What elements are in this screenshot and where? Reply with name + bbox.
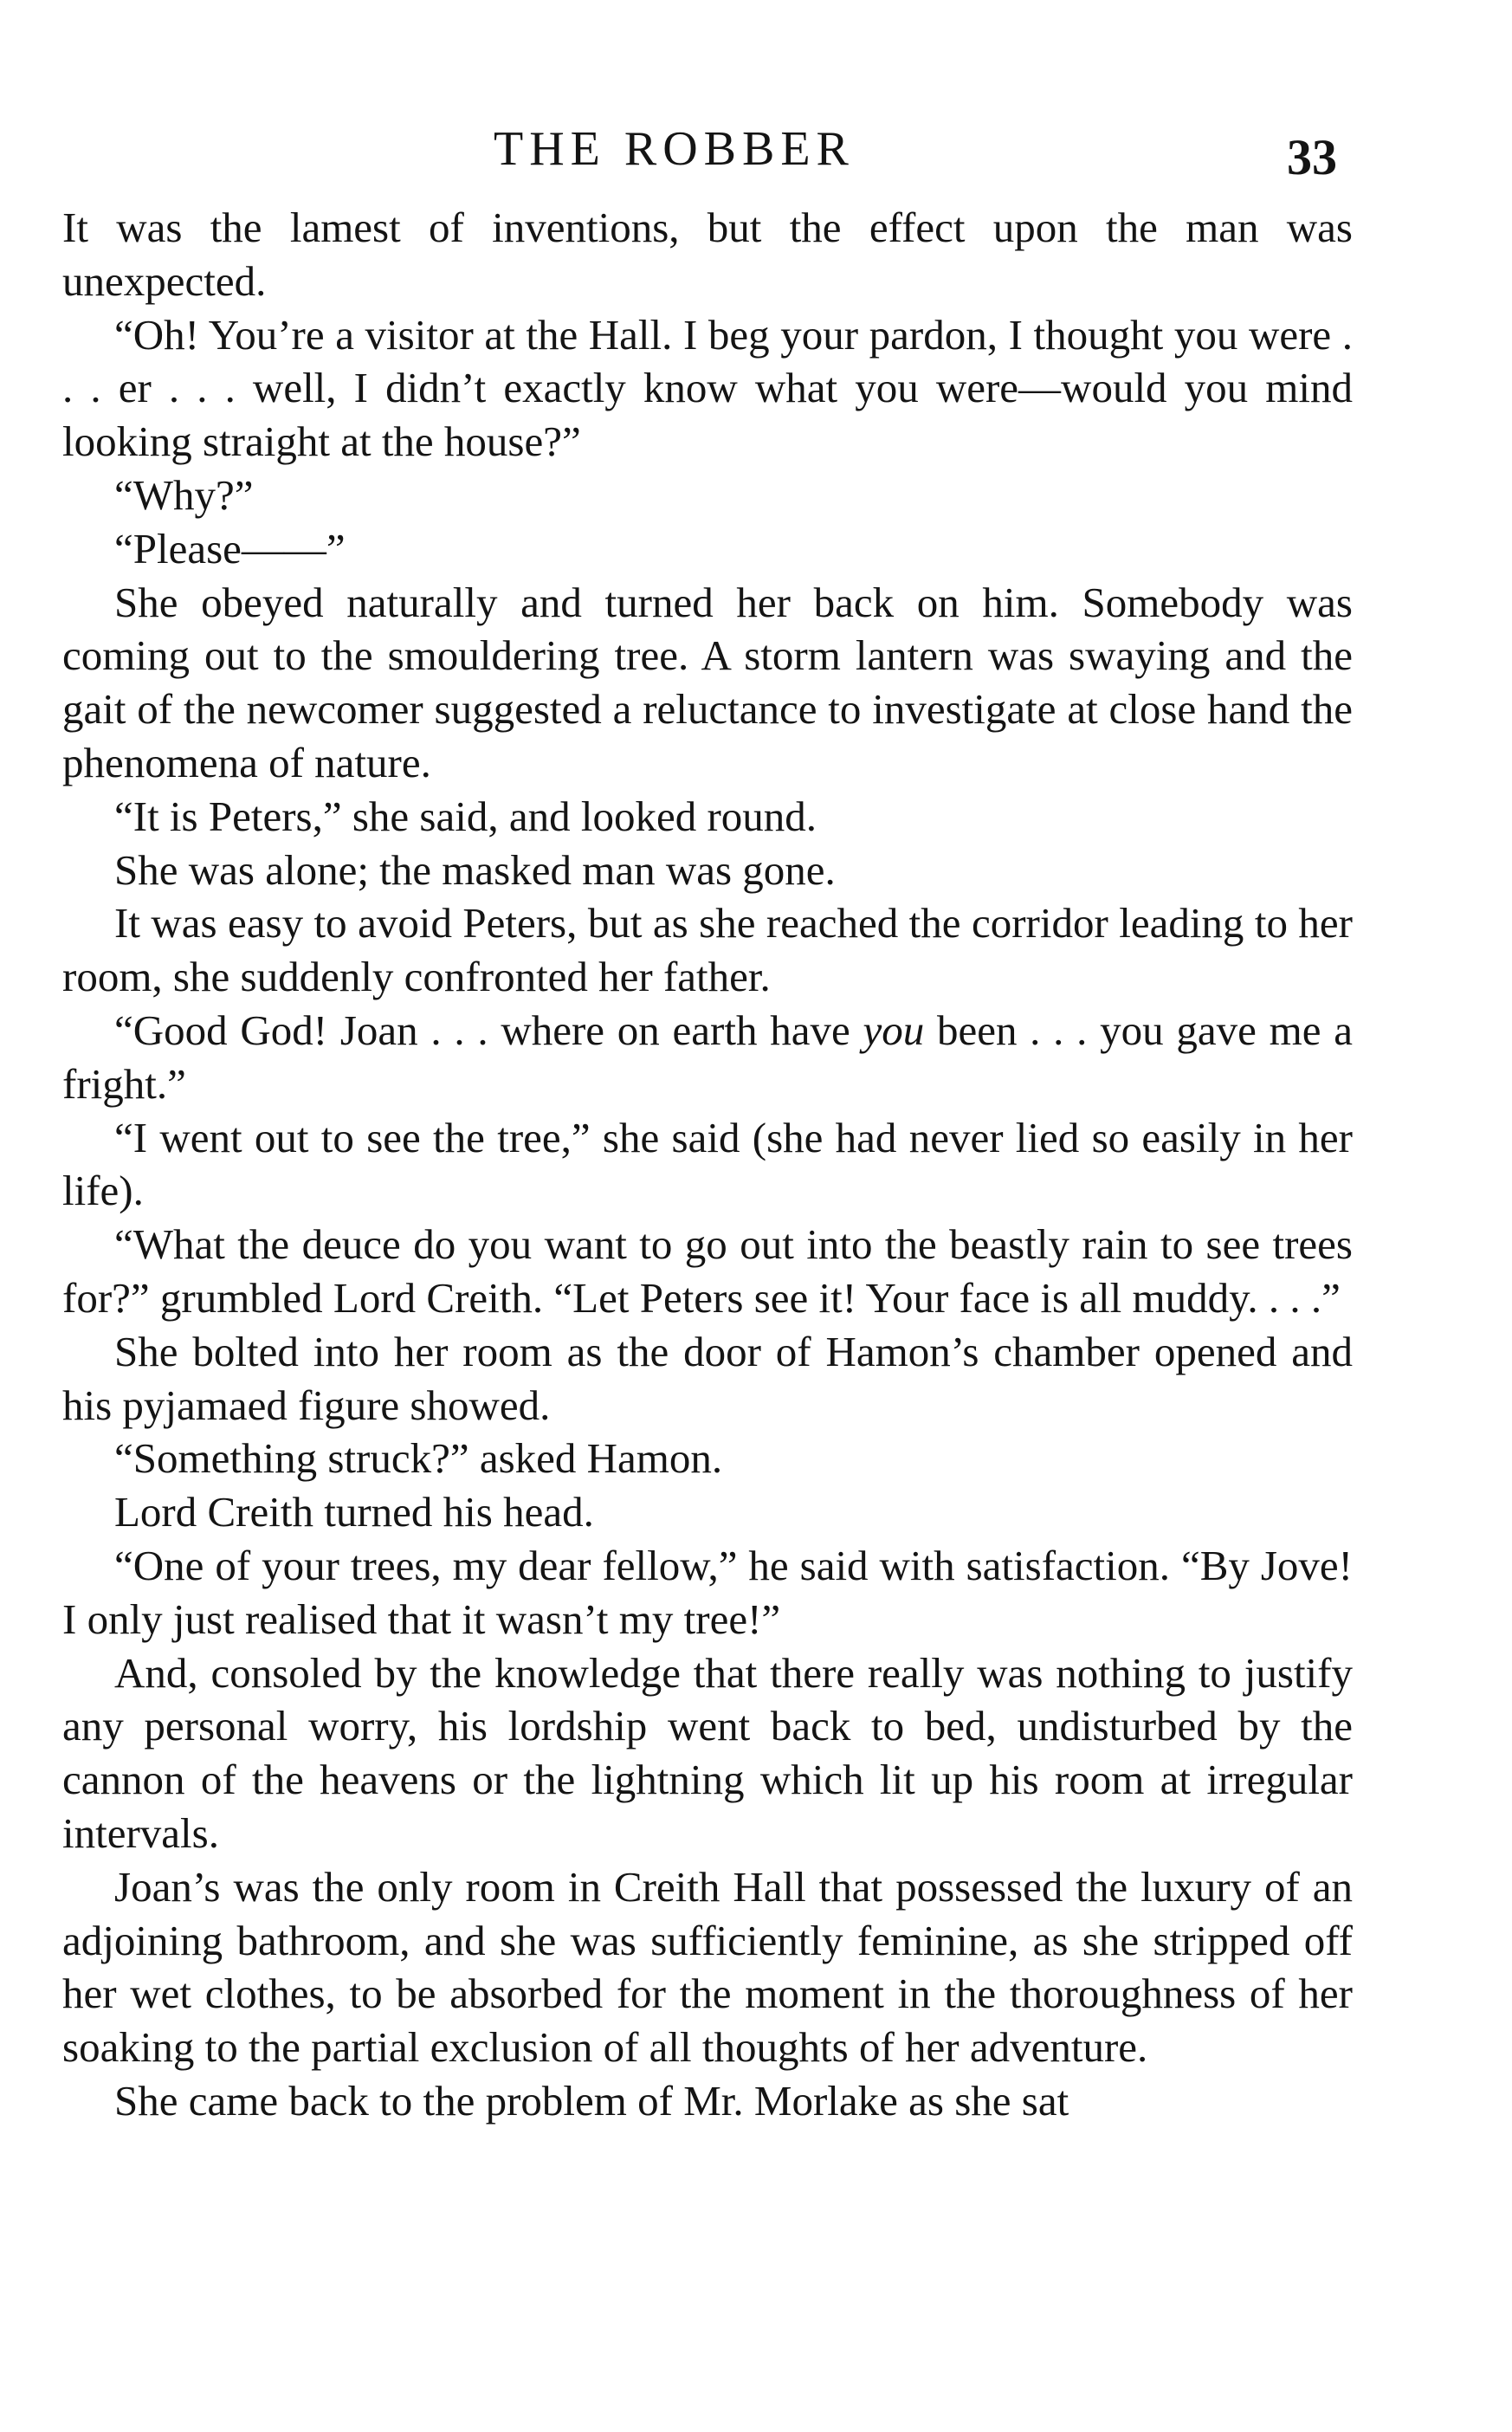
paragraph: It was the lamest of inventions, but the effect upon the man was unexpected. bbox=[62, 204, 1353, 305]
paragraph: “Oh! You’re a visitor at the Hall. I beg your pardon, I thought you were . . . er . . . well, I didn’t exactly know what you were—would you mind looking straight at the house?” bbox=[62, 310, 1353, 466]
paragraph: “I went out to see the tree,” she said (she had never lied so easily in her life). bbox=[62, 1113, 1353, 1215]
paragraph-text: been . . . you gave me a fright.” bbox=[62, 1006, 1353, 1108]
paragraph: Joan’s was the only room in Creith Hall that possessed the luxury of an adjoining bathroom, and she was sufficiently feminine, as she stripped off her wet clothes, to be absorbed for the moment in the thoroughness of her soaking to the partial exclusion of all thoughts of her adventure. bbox=[62, 1862, 1353, 2072]
running-title: THE ROBBER bbox=[494, 122, 855, 176]
paragraph: “Something struck?” asked Hamon. bbox=[114, 1434, 723, 1483]
paragraph: “Please——” bbox=[114, 524, 346, 572]
paragraph: She was alone; the masked man was gone. bbox=[114, 845, 836, 894]
paragraph: “What the deuce do you want to go out into the beastly rain to see trees for?” grumbled Lord Creith. “Let Peters see it! Your face is all muddy. . . .” bbox=[62, 1220, 1353, 1322]
paragraph: She bolted into her room as the door of Hamon’s chamber opened and his pyjamaed figure showed. bbox=[62, 1327, 1353, 1429]
paragraph: Lord Creith turned his head. bbox=[114, 1488, 594, 1536]
paragraph: “One of your trees, my dear fellow,” he said with satisfaction. “By Jove! I only just realised that it wasn’t my tree!” bbox=[62, 1541, 1353, 1643]
page-number: 33 bbox=[1287, 129, 1337, 185]
paragraph: And, consoled by the knowledge that there really was nothing to justify any personal worry, his lordship went back to bed, undisturbed by the cannon of the heavens or the lightning which lit up his room at irregular intervals. bbox=[62, 1648, 1353, 1857]
paragraph bbox=[62, 1004, 1353, 1111]
paragraph: “Why?” bbox=[114, 470, 254, 519]
paragraph-text: “Good God! Joan . . . where on earth have bbox=[114, 1006, 863, 1054]
paragraph: She obeyed naturally and turned her back on him. Somebody was coming out to the smouldering tree. A storm lantern was swaying and the gait of the newcomer suggested a reluctance to investigate at close hand the phenomena of nature. bbox=[62, 578, 1353, 786]
paragraph: It was easy to avoid Peters, but as she reached the corridor leading to her room, she suddenly confronted her father. bbox=[62, 899, 1353, 1001]
body-text bbox=[62, 201, 1353, 2128]
paragraph: She came back to the problem of Mr. Morlake as she sat bbox=[114, 2076, 1069, 2125]
emphasized-word: you bbox=[863, 1006, 925, 1054]
paragraph: “It is Peters,” she said, and looked round. bbox=[114, 792, 817, 840]
